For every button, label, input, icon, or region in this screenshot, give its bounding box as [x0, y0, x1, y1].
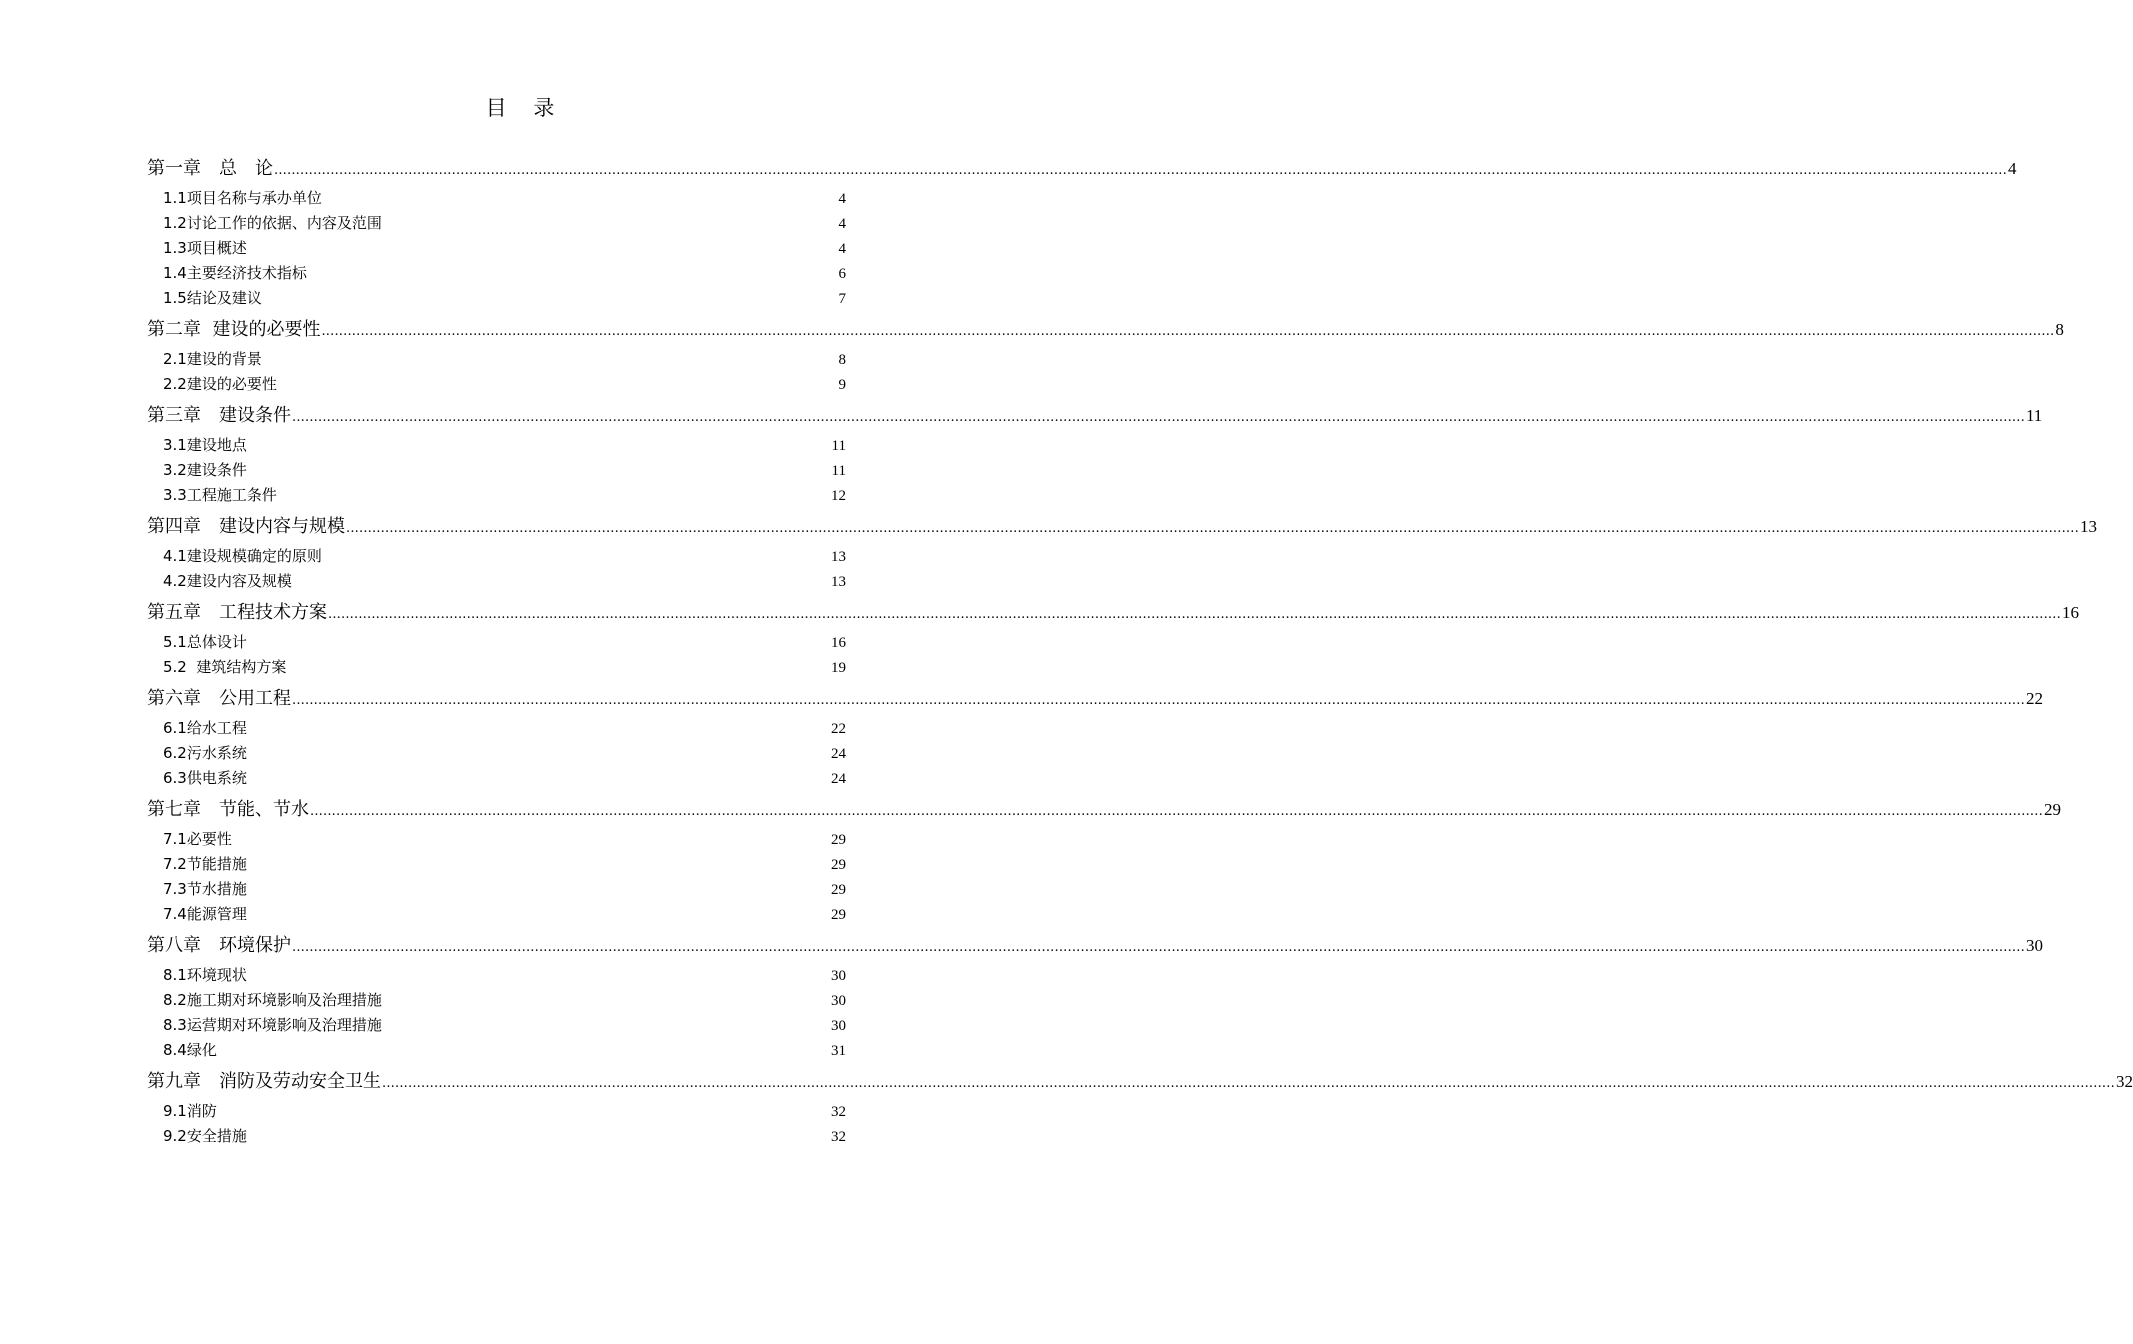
dot-leader: ................................................................................................................................................................................................................................................................................................................................................................................................................: [382, 1076, 2115, 1091]
section-list: [147, 1099, 846, 1149]
toc-section-entry[interactable]: [147, 902, 846, 927]
section-title: 6.1给水工程: [163, 719, 247, 737]
toc-section-entry[interactable]: [147, 347, 846, 372]
toc-section-entry[interactable]: [147, 372, 846, 397]
toc-chapter-block: [147, 1065, 2133, 1149]
toc-section-entry[interactable]: [147, 741, 846, 766]
toc-section-entry[interactable]: [147, 852, 846, 877]
section-page-number: 11: [831, 438, 846, 454]
chapter-page-number: 30: [2025, 936, 2043, 955]
section-title: 3.2建设条件: [163, 461, 247, 479]
toc-chapter-entry[interactable]: [147, 1065, 2133, 1099]
toc-section-entry[interactable]: [147, 483, 846, 508]
section-title: 5.2 建筑结构方案: [163, 658, 287, 676]
toc-chapter-entry[interactable]: [147, 152, 2017, 186]
toc-section-entry[interactable]: [147, 186, 846, 211]
toc-section-entry[interactable]: [147, 827, 846, 852]
section-title: 7.4能源管理: [163, 905, 247, 923]
section-title: 2.2建设的必要性: [163, 375, 277, 393]
toc-chapter-block: [147, 596, 2079, 680]
toc-chapter-entry[interactable]: [147, 510, 2097, 544]
toc-chapter-block: [147, 929, 2043, 1063]
section-title: 6.3供电系统: [163, 769, 247, 787]
toc-chapter-entry[interactable]: [147, 596, 2079, 630]
section-list: [147, 186, 846, 311]
section-title: 8.3运营期对环境影响及治理措施: [163, 1016, 382, 1034]
section-title: 1.2讨论工作的依据、内容及范围: [163, 214, 382, 232]
toc-section-entry[interactable]: [147, 458, 846, 483]
section-page-number: 13: [831, 549, 846, 565]
dot-leader: ................................................................................................................................................................................................................................................................................................................................................................................................................: [321, 324, 2055, 339]
chapter-title: 第二章 建设的必要性: [147, 319, 321, 340]
section-page-number: 4: [838, 216, 846, 232]
chapter-title: 第九章 消防及劳动安全卫生: [147, 1071, 381, 1092]
section-page-number: 30: [831, 993, 846, 1009]
toc-section-entry[interactable]: [147, 630, 846, 655]
section-list: [147, 716, 846, 791]
dot-leader: ................................................................................................................................................................................................................................................................................................................................................................................................................: [292, 940, 2025, 955]
toc-section-entry[interactable]: [147, 236, 846, 261]
section-page-number: 24: [831, 746, 846, 762]
toc-section-entry[interactable]: [147, 569, 846, 594]
toc-chapter-block: [147, 399, 2043, 508]
section-page-number: 6: [838, 266, 846, 282]
section-title: 1.1项目名称与承办单位: [163, 189, 322, 207]
section-title: 7.2节能措施: [163, 855, 247, 873]
section-title: 4.1建设规模确定的原则: [163, 547, 322, 565]
section-page-number: 29: [831, 882, 846, 898]
section-page-number: 13: [831, 574, 846, 590]
section-page-number: 29: [831, 832, 846, 848]
chapter-page-number: 22: [2025, 689, 2043, 708]
chapter-title: 第八章 环境保护: [147, 935, 291, 956]
section-page-number: 16: [831, 635, 846, 651]
dot-leader: ................................................................................................................................................................................................................................................................................................................................................................................................................: [292, 410, 2025, 425]
section-page-number: 8: [838, 352, 846, 368]
section-title: 8.2施工期对环境影响及治理措施: [163, 991, 382, 1009]
chapter-page-number: 11: [2025, 406, 2043, 425]
section-list: [147, 347, 846, 397]
section-title: 7.3节水措施: [163, 880, 247, 898]
toc-chapter-entry[interactable]: [147, 682, 2043, 716]
chapter-title: 第六章 公用工程: [147, 688, 291, 709]
dot-leader: ................................................................................................................................................................................................................................................................................................................................................................................................................: [328, 607, 2061, 622]
toc-section-entry[interactable]: [147, 655, 846, 680]
section-page-number: 9: [838, 377, 846, 393]
chapter-page-number: 8: [2055, 320, 2064, 339]
dot-leader: ................................................................................................................................................................................................................................................................................................................................................................................................................: [274, 163, 2007, 178]
toc-section-entry[interactable]: [147, 544, 846, 569]
section-list: [147, 544, 846, 594]
section-page-number: 4: [838, 241, 846, 257]
chapter-page-number: 29: [2043, 800, 2061, 819]
chapter-title: 第五章 工程技术方案: [147, 602, 327, 623]
toc-chapter-entry[interactable]: [147, 929, 2043, 963]
section-list: [147, 630, 846, 680]
chapter-title: 第三章 建设条件: [147, 405, 291, 426]
section-page-number: 11: [831, 463, 846, 479]
section-title: 9.2安全措施: [163, 1127, 247, 1145]
toc-chapter-entry[interactable]: [147, 399, 2043, 433]
dot-leader: ................................................................................................................................................................................................................................................................................................................................................................................................................: [310, 804, 2043, 819]
chapter-title: 第一章 总 论: [147, 158, 273, 179]
section-page-number: 30: [831, 1018, 846, 1034]
chapter-title: 第七章 节能、节水: [147, 799, 309, 820]
section-title: 7.1必要性: [163, 830, 232, 848]
toc-section-entry[interactable]: [147, 716, 846, 741]
section-title: 9.1消防: [163, 1102, 217, 1120]
section-title: 6.2污水系统: [163, 744, 247, 762]
section-page-number: 29: [831, 857, 846, 873]
toc-section-entry[interactable]: [147, 1124, 846, 1149]
section-list: [147, 433, 846, 508]
chapter-page-number: 13: [2079, 517, 2097, 536]
section-page-number: 12: [831, 488, 846, 504]
chapter-title: 第四章 建设内容与规模: [147, 516, 345, 537]
toc-section-entry[interactable]: [147, 1099, 846, 1124]
section-title: 5.1总体设计: [163, 633, 247, 651]
section-page-number: 7: [838, 291, 846, 307]
section-page-number: 19: [831, 660, 846, 676]
toc-section-entry[interactable]: [147, 963, 846, 988]
toc-section-entry[interactable]: [147, 433, 846, 458]
section-title: 1.5结论及建议: [163, 289, 262, 307]
toc-section-entry[interactable]: [147, 877, 846, 902]
section-page-number: 30: [831, 968, 846, 984]
toc-section-entry[interactable]: [147, 211, 846, 236]
toc-title: 目 录: [485, 96, 555, 120]
chapter-page-number: 16: [2061, 603, 2079, 622]
toc-section-entry[interactable]: [147, 1013, 846, 1038]
section-list: [147, 963, 846, 1063]
toc-section-entry[interactable]: [147, 766, 846, 791]
toc-section-entry[interactable]: [147, 286, 846, 311]
dot-leader: ................................................................................................................................................................................................................................................................................................................................................................................................................: [292, 693, 2025, 708]
table-of-contents: [147, 150, 2133, 1149]
section-page-number: 32: [831, 1129, 846, 1145]
toc-chapter-block: [147, 152, 2017, 311]
chapter-page-number: 32: [2115, 1072, 2133, 1091]
dot-leader: ................................................................................................................................................................................................................................................................................................................................................................................................................: [346, 521, 2079, 536]
toc-section-entry[interactable]: [147, 1038, 846, 1063]
section-page-number: 24: [831, 771, 846, 787]
section-title: 1.4主要经济技术指标: [163, 264, 307, 282]
toc-section-entry[interactable]: [147, 988, 846, 1013]
section-title: 2.1建设的背景: [163, 350, 262, 368]
toc-section-entry[interactable]: [147, 261, 846, 286]
section-page-number: 32: [831, 1104, 846, 1120]
section-title: 3.1建设地点: [163, 436, 247, 454]
section-page-number: 4: [838, 191, 846, 207]
toc-chapter-block: [147, 793, 2061, 927]
section-page-number: 22: [831, 721, 846, 737]
toc-chapter-entry[interactable]: [147, 793, 2061, 827]
section-title: 3.3工程施工条件: [163, 486, 277, 504]
section-list: [147, 827, 846, 927]
section-title: 4.2建设内容及规模: [163, 572, 292, 590]
section-title: 1.3项目概述: [163, 239, 247, 257]
section-title: 8.4绿化: [163, 1041, 217, 1059]
section-page-number: 31: [831, 1043, 846, 1059]
chapter-page-number: 4: [2007, 159, 2017, 178]
section-title: 8.1环境现状: [163, 966, 247, 984]
toc-chapter-block: [147, 682, 2043, 791]
section-page-number: 29: [831, 907, 846, 923]
toc-chapter-block: [147, 510, 2097, 594]
toc-chapter-entry[interactable]: [147, 313, 2064, 347]
toc-chapter-block: [147, 313, 2064, 397]
